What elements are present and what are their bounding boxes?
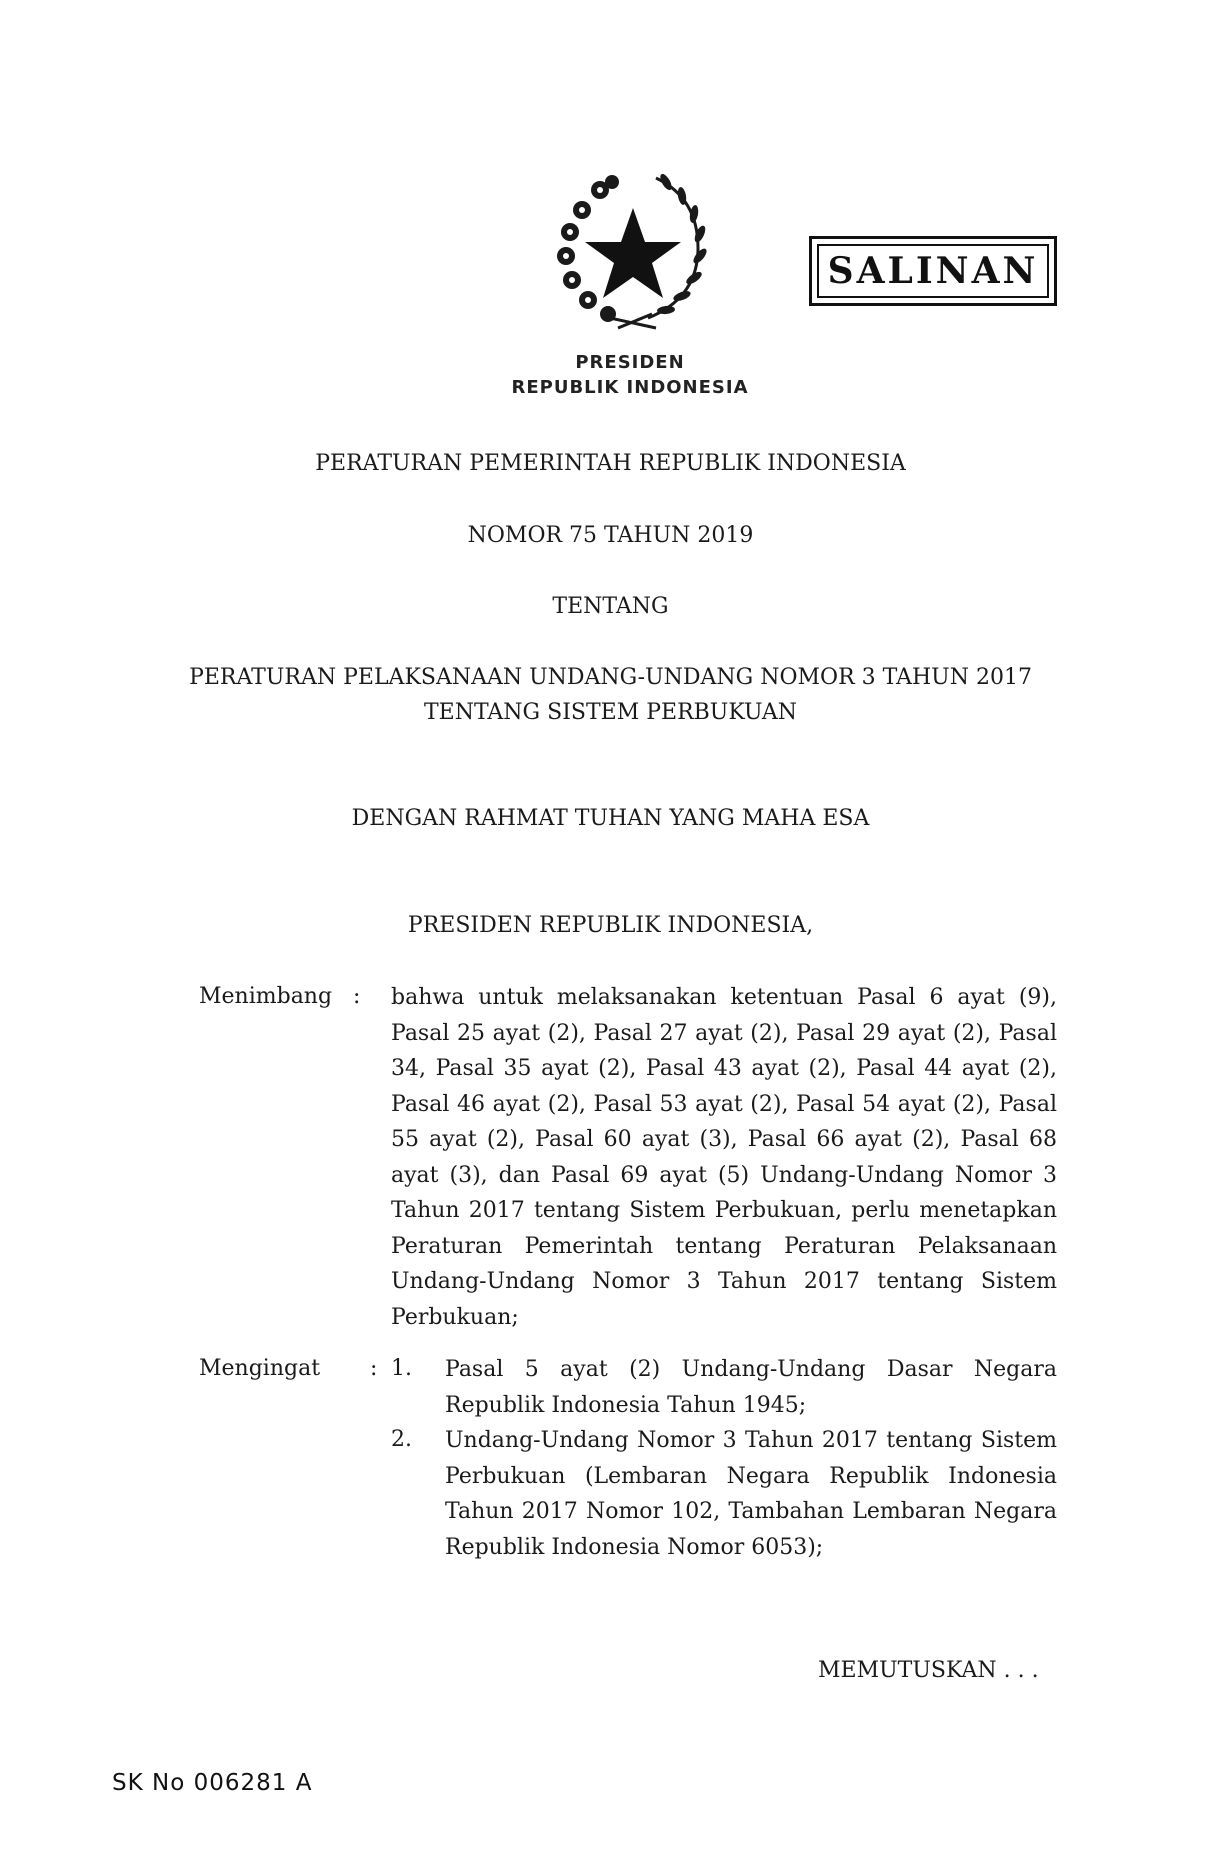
salinan-stamp bbox=[809, 236, 1057, 306]
regulation-title: PERATURAN PEMERINTAH REPUBLIK INDONESIA bbox=[315, 451, 906, 476]
salinan-stamp-text: SALINAN bbox=[827, 250, 1039, 292]
president-heading: PRESIDEN REPUBLIK INDONESIA, bbox=[407, 913, 814, 938]
seal-caption-presiden: PRESIDEN bbox=[575, 352, 685, 373]
mengingat-colon: : bbox=[370, 1356, 378, 1381]
mengingat-item-number: 1. bbox=[391, 1356, 412, 1381]
menimbang-label: Menimbang bbox=[199, 984, 333, 1009]
mengingat-label: Mengingat bbox=[199, 1356, 321, 1381]
preamble-invocation: DENGAN RAHMAT TUHAN YANG MAHA ESA bbox=[351, 806, 870, 831]
tentang-heading: TENTANG bbox=[552, 594, 669, 619]
presidential-seal-emblem bbox=[548, 168, 718, 336]
regulation-subject-line1: PERATURAN PELAKSANAAN UNDANG-UNDANG NOMOR 3 TAHUN 2017 bbox=[189, 665, 1032, 690]
menimbang-text: bahwa untuk melaksanakan ketentuan Pasal 6 ayat (9), Pasal 25 ayat (2), Pasal 27 ayat (2), Pasal 29 ayat (2), Pasal 34, Pasal 35 ayat (2), Pasal 43 ayat (2), Pasal 44 ayat (2), Pasal 46 ayat (2), Pasal 53 ayat (2), Pasal 54 ayat (2), Pasal 55 ayat (2), Pasal 60 ayat (3), Pasal 66 ayat (2), Pasal 68 ayat (3), dan Pasal 69 ayat (5) Undang-Undang Nomor 3 Tahun 2017 tentang Sistem Perbukuan, perlu menetapkan Peraturan Pemerintah tentang Peraturan Pelaksanaan Undang-Undang Nomor 3 Tahun 2017 tentang Sistem Perbukuan; bbox=[391, 985, 1057, 1330]
menimbang-colon: : bbox=[353, 984, 361, 1009]
regulation-number: NOMOR 75 TAHUN 2019 bbox=[467, 523, 754, 548]
regulation-subject-line2: TENTANG SISTEM PERBUKUAN bbox=[423, 700, 798, 725]
mengingat-item-number: 2. bbox=[391, 1427, 412, 1452]
sk-number: SK No 006281 A bbox=[112, 1770, 313, 1796]
mengingat-item-text: Undang-Undang Nomor 3 Tahun 2017 tentang Sistem Perbukuan (Lembaran Negara Republik Indonesia Tahun 2017 Nomor 102, Tambahan Lembaran Negara Republik Indonesia Nomor 6053); bbox=[445, 1428, 1057, 1560]
seal-caption-republik: REPUBLIK INDONESIA bbox=[511, 377, 749, 398]
continuation-marker: MEMUTUSKAN . . . bbox=[818, 1658, 1039, 1683]
mengingat-item-text: Pasal 5 ayat (2) Undang-Undang Dasar Negara Republik Indonesia Tahun 1945; bbox=[445, 1357, 1057, 1418]
